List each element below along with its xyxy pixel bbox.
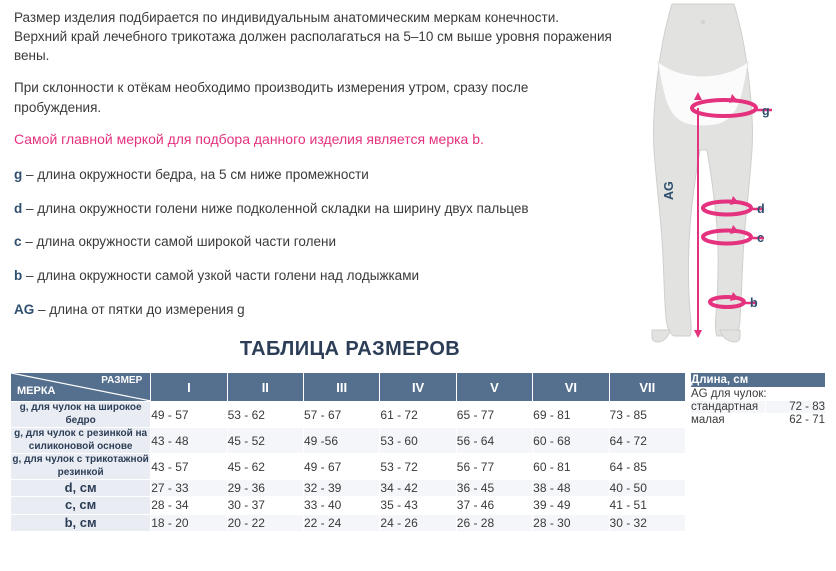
- cell-r4c1: 30 - 37: [227, 497, 303, 514]
- cell-r3c4: 36 - 45: [456, 480, 532, 497]
- cell-r4c6: 41 - 51: [609, 497, 685, 514]
- row-label-g-silicone: g, для чулок с резинкой на силиконовой основе: [11, 428, 151, 454]
- legend-text-g: – длина окружности бедра, на 5 см ниже промежности: [22, 166, 369, 182]
- legend-key-d: d: [14, 200, 23, 216]
- length-table-subheader: AG для чулок:: [691, 388, 826, 401]
- legend-item-ag: [14, 301, 614, 320]
- table-row: [11, 402, 686, 428]
- legend-key-ag: AG: [14, 302, 35, 318]
- cell-r1c3: 53 - 60: [380, 428, 456, 454]
- cell-r0c3: 61 - 72: [380, 402, 456, 428]
- legend-text-ag: – длина от пятки до измерения g: [34, 302, 245, 318]
- legend-text-b: – длина окружности самой узкой части голени над лодыжками: [22, 268, 420, 284]
- table-row: [11, 514, 686, 531]
- cell-r3c0: 27 - 33: [151, 480, 227, 497]
- cell-r3c3: 34 - 42: [380, 480, 456, 497]
- column-header-2: II: [227, 373, 303, 402]
- legend-key-b: b: [14, 268, 23, 284]
- length-table-subheader-row: [691, 388, 826, 401]
- cell-r1c4: 56 - 64: [456, 428, 532, 454]
- label-ag: AG: [662, 181, 676, 200]
- length-row-value-small: 62 - 71: [766, 414, 826, 427]
- corner-label-razmer: РАЗМЕР: [101, 375, 143, 386]
- table-row: [11, 428, 686, 454]
- cell-r0c6: 73 - 85: [609, 402, 685, 428]
- cell-r2c2: 49 - 67: [304, 454, 380, 480]
- length-table-header-row: [691, 373, 826, 388]
- cell-r3c2: 32 - 39: [304, 480, 380, 497]
- cell-r0c2: 57 - 67: [304, 402, 380, 428]
- cell-r0c1: 53 - 62: [227, 402, 303, 428]
- cell-r1c6: 64 - 72: [609, 428, 685, 454]
- table-row: [11, 480, 686, 497]
- label-c: c: [757, 231, 764, 245]
- cell-r3c1: 29 - 36: [227, 480, 303, 497]
- cell-r4c5: 39 - 49: [533, 497, 609, 514]
- cell-r2c0: 43 - 57: [151, 454, 227, 480]
- body-silhouette: [652, 4, 753, 342]
- length-table-row: [691, 401, 826, 414]
- column-header-7: VII: [609, 373, 685, 402]
- row-label-b: b, см: [11, 514, 151, 531]
- cell-r2c5: 60 - 81: [533, 454, 609, 480]
- row-label-g-knit: g, для чулок с трикотажной резинкой: [12, 454, 149, 478]
- cell-r4c0: 28 - 34: [151, 497, 227, 514]
- length-row-value-standard: 72 - 83: [766, 401, 826, 414]
- cell-r3c5: 38 - 48: [533, 480, 609, 497]
- cell-r1c2: 49 -56: [304, 428, 380, 454]
- cell-r2c4: 56 - 77: [456, 454, 532, 480]
- cell-r2c1: 45 - 62: [227, 454, 303, 480]
- cell-r5c0: 18 - 20: [151, 514, 227, 531]
- page-title: ТАБЛИЦА РАЗМЕРОВ: [239, 338, 461, 360]
- cell-r1c5: 60 - 68: [533, 428, 609, 454]
- cell-r2c6: 64 - 85: [609, 454, 685, 480]
- cell-r5c1: 20 - 22: [227, 514, 303, 531]
- label-d: d: [757, 202, 765, 216]
- cell-r0c5: 69 - 81: [533, 402, 609, 428]
- highlight-note: Самой главной меркой для подбора данного изделия является мерка b.: [14, 130, 484, 147]
- column-header-1: I: [151, 373, 227, 402]
- cell-r4c4: 37 - 46: [456, 497, 532, 514]
- cell-r5c3: 24 - 26: [380, 514, 456, 531]
- cell-r5c5: 28 - 30: [533, 514, 609, 531]
- cell-r5c2: 22 - 24: [304, 514, 380, 531]
- cell-r4c2: 33 - 40: [304, 497, 380, 514]
- legend-text-d: – длина окружности голени ниже подколенной складки на ширину двух пальцев: [22, 200, 529, 216]
- legend-key-g: g: [14, 166, 23, 182]
- cell-r0c4: 65 - 77: [456, 402, 532, 428]
- legs-figure-svg: [612, 0, 836, 345]
- table-corner-cell: [11, 373, 151, 402]
- column-header-3: III: [304, 373, 380, 402]
- cell-r1c1: 45 - 52: [227, 428, 303, 454]
- length-row-name-small: малая: [691, 414, 766, 427]
- corner-label-merka: МЕРКА: [17, 385, 56, 397]
- legend-key-c: c: [14, 234, 22, 250]
- cell-r5c6: 30 - 32: [609, 514, 685, 531]
- legend-item-d: [14, 200, 614, 219]
- cell-r1c0: 43 - 48: [151, 428, 227, 454]
- table-header-row: [11, 373, 686, 402]
- label-b: b: [750, 296, 758, 310]
- table-row: [11, 454, 686, 480]
- row-label-d: d, см: [11, 480, 151, 497]
- legend-item-c: [14, 233, 614, 252]
- column-header-6: VI: [533, 373, 609, 402]
- row-label-c: c, см: [11, 497, 151, 514]
- cell-r4c3: 35 - 43: [380, 497, 456, 514]
- column-header-4: IV: [380, 373, 456, 402]
- column-header-5: V: [456, 373, 532, 402]
- size-table: [10, 372, 686, 532]
- intro-paragraph-2: При склонности к отёкам необходимо производить измерения утром, сразу после пробуждения.: [14, 80, 529, 115]
- row-label-g-wide: g, для чулок на широкое бедро: [11, 402, 151, 428]
- legend-item-g: [14, 166, 614, 185]
- length-row-name-standard: стандартная: [691, 401, 766, 414]
- length-table-row: [691, 414, 826, 427]
- instructions-column: [14, 8, 614, 335]
- length-table-header: Длина, см: [691, 373, 826, 388]
- cell-r0c0: 49 - 57: [151, 402, 227, 428]
- legend-item-b: [14, 267, 614, 286]
- cell-r5c4: 26 - 28: [456, 514, 532, 531]
- table-row: [11, 497, 686, 514]
- legs-illustration: [612, 0, 836, 345]
- label-g: g: [762, 104, 770, 118]
- cell-r2c3: 53 - 72: [380, 454, 456, 480]
- intro-paragraph-1: Размер изделия подбирается по индивидуальным анатомическим меркам конечности. Верхний край лечебного трикотажа должен располагаться на 5–10 см выше уровня поражения вены.: [14, 10, 612, 64]
- length-table: [690, 372, 826, 427]
- legend-text-c: – длина окружности самой широкой части голени: [21, 234, 336, 250]
- cell-r3c6: 40 - 50: [609, 480, 685, 497]
